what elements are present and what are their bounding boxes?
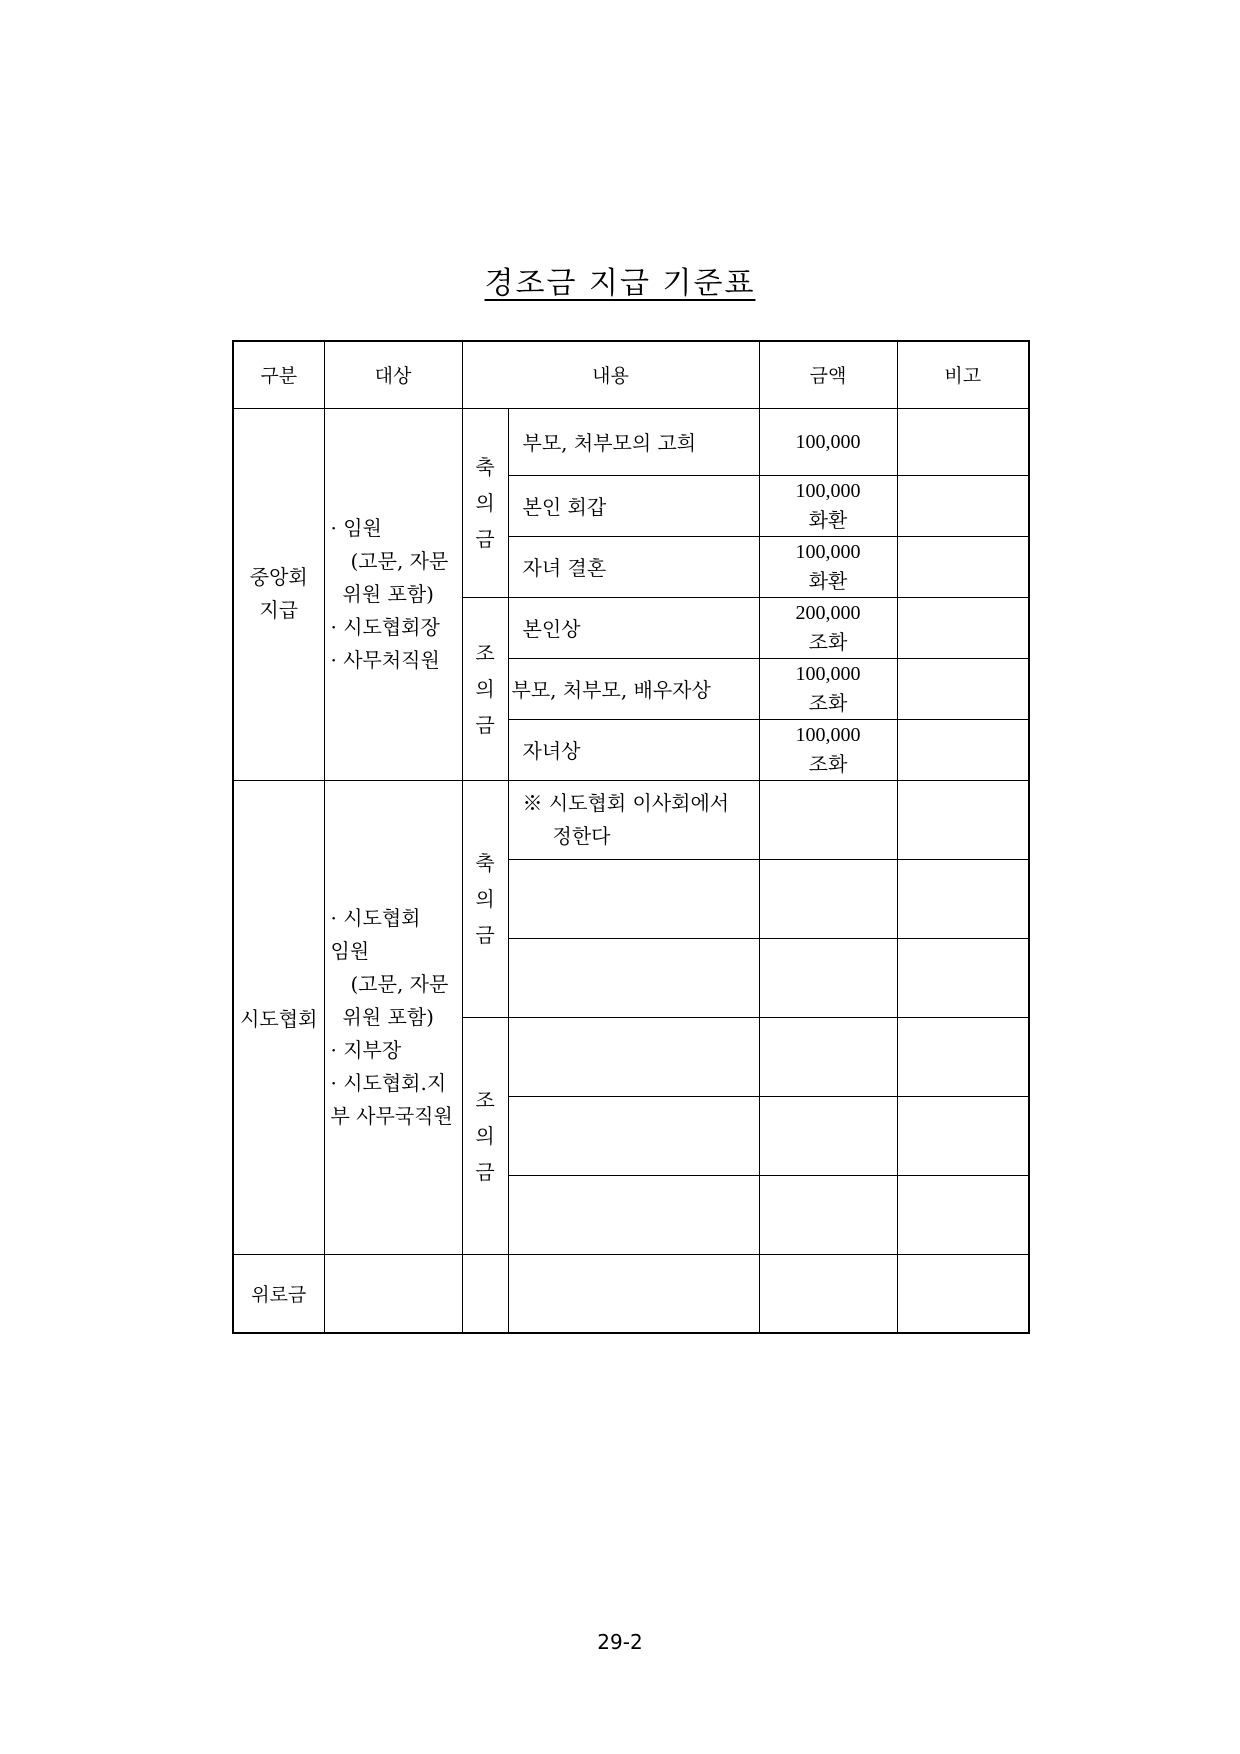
remarks-cell xyxy=(897,1017,1029,1096)
central-condolence-amount: 200,000 조화 xyxy=(759,597,897,658)
remarks-cell xyxy=(897,408,1029,475)
amount-cell xyxy=(759,859,897,938)
central-congrats-content: 자녀 결혼 xyxy=(508,536,759,597)
central-target: · 임원 (고문, 자문 위원 포함) · 시도협회장 · 사무처직원 xyxy=(324,408,462,780)
central-congrats-content: 본인 회갑 xyxy=(508,475,759,536)
amount-cell xyxy=(759,1175,897,1254)
provincial-condolence-label: 조 의 금 xyxy=(462,1017,508,1254)
central-condolence-amount: 100,000 조화 xyxy=(759,719,897,780)
amount-cell xyxy=(759,1254,897,1333)
central-congrats-amount: 100,000 화환 xyxy=(759,475,897,536)
amount-cell xyxy=(759,1017,897,1096)
remarks-cell xyxy=(897,475,1029,536)
table-row xyxy=(233,408,1029,475)
provincial-target: · 시도협회 임원 (고문, 자문 위원 포함) · 지부장 · 시도협회.지 부 사무국직원 xyxy=(324,780,462,1254)
provincial-congrats-label: 축 의 금 xyxy=(462,780,508,1017)
remarks-cell xyxy=(897,1096,1029,1175)
remarks-cell xyxy=(897,536,1029,597)
central-condolence-amount: 100,000 조화 xyxy=(759,658,897,719)
content-cell xyxy=(508,1017,759,1096)
table-row xyxy=(233,1254,1029,1333)
content-cell xyxy=(508,859,759,938)
central-congrats-label: 축 의 금 xyxy=(462,408,508,597)
central-category: 중앙회 지급 xyxy=(233,408,324,780)
central-congrats-content: 부모, 처부모의 고희 xyxy=(508,408,759,475)
central-congrats-amount: 100,000 xyxy=(759,408,897,475)
header-row xyxy=(233,341,1029,408)
remarks-cell xyxy=(897,597,1029,658)
header-amount: 금액 xyxy=(759,341,897,408)
content-cell xyxy=(508,938,759,1017)
provincial-note: ※ 시도협회 이사회에서 정한다 xyxy=(508,780,759,859)
remarks-cell xyxy=(897,719,1029,780)
content-cell xyxy=(508,1175,759,1254)
label-cell xyxy=(462,1254,508,1333)
central-congrats-amount: 100,000 화환 xyxy=(759,536,897,597)
provincial-category: 시도협회 xyxy=(233,780,324,1254)
remarks-cell xyxy=(897,1254,1029,1333)
page-number: 29-2 xyxy=(597,1630,643,1654)
remarks-cell xyxy=(897,938,1029,1017)
remarks-cell xyxy=(897,780,1029,859)
consolation-category: 위로금 xyxy=(233,1254,324,1333)
amount-cell xyxy=(759,938,897,1017)
amount-cell xyxy=(759,780,897,859)
central-condolence-label: 조 의 금 xyxy=(462,597,508,780)
amount-cell xyxy=(759,1096,897,1175)
header-category: 구분 xyxy=(233,341,324,408)
remarks-cell xyxy=(897,859,1029,938)
header-content: 내용 xyxy=(462,341,759,408)
content-cell xyxy=(508,1254,759,1333)
target-cell xyxy=(324,1254,462,1333)
remarks-cell xyxy=(897,658,1029,719)
central-condolence-content: 부모, 처부모, 배우자상 xyxy=(508,658,759,719)
content-cell xyxy=(508,1096,759,1175)
header-target: 대상 xyxy=(324,341,462,408)
central-condolence-content: 본인상 xyxy=(508,597,759,658)
remarks-cell xyxy=(897,1175,1029,1254)
page-title: 경조금 지급 기준표 xyxy=(484,266,756,301)
header-remarks: 비고 xyxy=(897,341,1029,408)
allowance-standard-table xyxy=(232,340,1030,1334)
table-row xyxy=(233,780,1029,859)
central-condolence-content: 자녀상 xyxy=(508,719,759,780)
